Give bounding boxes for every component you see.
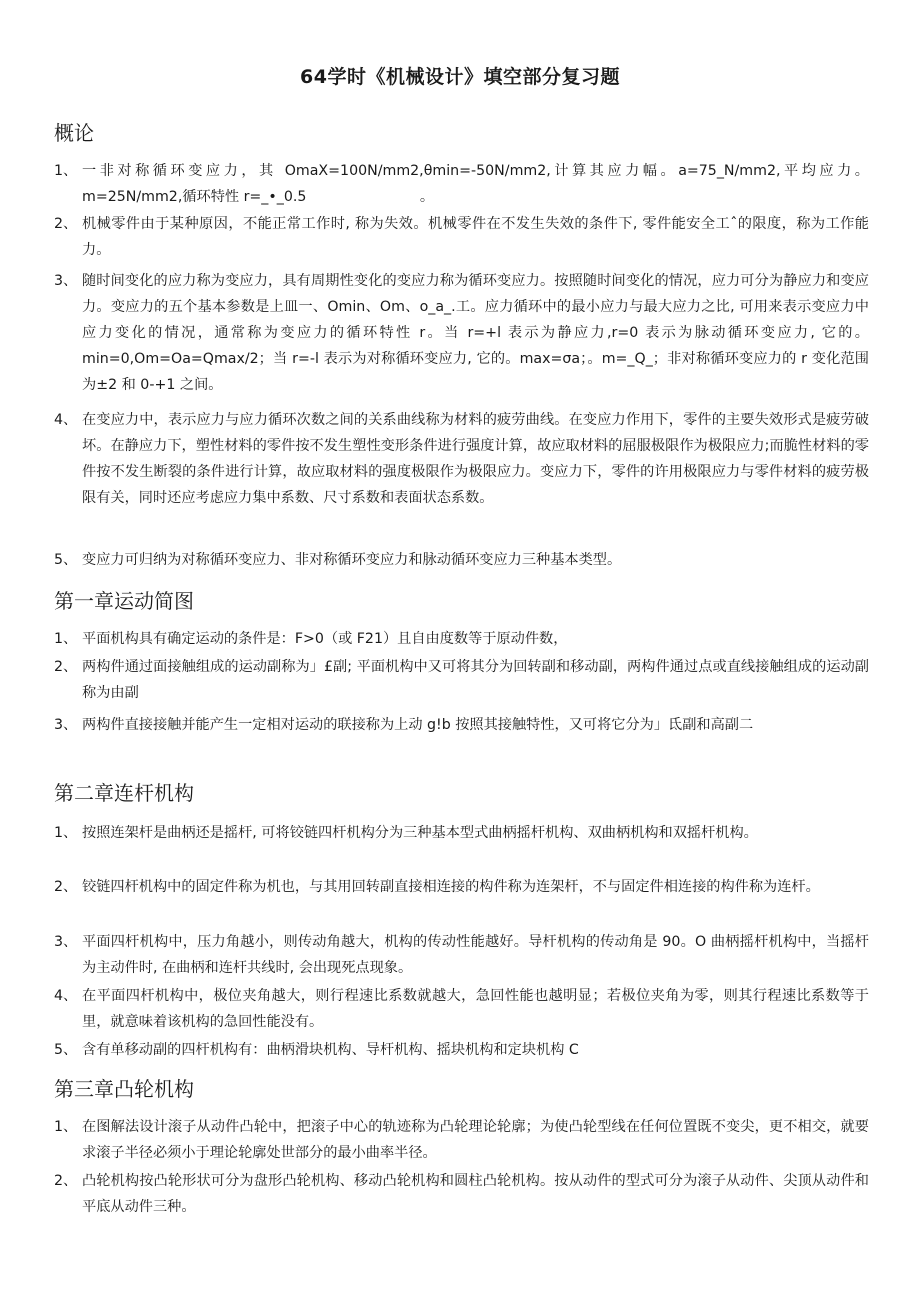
section-heading-overview: 概论 xyxy=(54,121,94,145)
item-text: 在变应力中，表示应力与应力循环次数之间的关系曲线称为材料的疲劳曲线。在变应力作用下，零件的主要失效形式是疲劳破坏。在静应力下，塑性材料的零件按不发生塑性变形条件进行强度计算，故应取材料的屈服极限作为极限应力;而脆性材料的零件按不发生断裂的条件进行计算，故应取材料的强度极限作为极限应力。变应力下，零件的许用极限应力与零件材料的疲劳极限有关，同时还应考虑应力集中系数、尺寸系数和表面状态系数。 xyxy=(82,412,869,506)
item-number: 1、 xyxy=(54,1119,78,1135)
item-number: 3、 xyxy=(54,717,78,733)
list-item xyxy=(54,1168,869,1220)
item-number: 1、 xyxy=(54,163,78,179)
list-item xyxy=(54,874,869,900)
item-text: 平面四杆机构中，压力角越小，则传动角越大，机构的传动性能越好。导杆机构的传动角是 90。O 曲柄摇杆机构中，当摇杆为主动件时, 在曲柄和连杆共线时, 会出现死点现象。 xyxy=(82,934,869,976)
item-text: 变应力可归纳为对称循环变应力、非对称循环变应力和脉动循环变应力三种基本类型。 xyxy=(82,552,622,568)
item-number: 5、 xyxy=(54,552,78,568)
item-number: 2、 xyxy=(54,1173,78,1189)
item-number: 3、 xyxy=(54,273,78,289)
list-item xyxy=(54,820,869,846)
item-text: 在图解法设计滚子从动件凸轮中，把滚子中心的轨迹称为凸轮理论轮廓；为使凸轮型线在任何位置既不变尖，更不相交，就要求滚子半径必须小于理论轮廓处世部分的最小曲率半径。 xyxy=(82,1119,869,1161)
list-item xyxy=(54,626,869,652)
item-number: 3、 xyxy=(54,934,78,950)
item-number: 5、 xyxy=(54,1042,78,1058)
page-title: 64学时《机械设计》填空部分复习题 xyxy=(300,66,620,88)
item-number: 2、 xyxy=(54,659,78,675)
list-item xyxy=(54,547,869,573)
section-heading-chapter-1: 第一章运动简图 xyxy=(54,589,194,613)
list-item xyxy=(54,268,869,398)
item-number: 4、 xyxy=(54,412,78,428)
item-text: 平面机构具有确定运动的条件是：F>0（或 F21）且自由度数等于原动件数， xyxy=(82,631,568,647)
item-number: 1、 xyxy=(54,825,78,841)
item-text: 一非对称循环变应力，其 OmaX=100N∕mm2,θmin=-50N∕mm2,计算其应力幅。a=75_N∕mm2,平均应力。m=25N∕mm2,循环特性 r=_•_0.5 。 xyxy=(82,163,869,205)
item-number: 4、 xyxy=(54,988,78,1004)
item-number: 2、 xyxy=(54,879,78,895)
list-item xyxy=(54,407,869,511)
item-number: 2、 xyxy=(54,216,78,232)
item-text: 在平面四杆机构中，极位夹角越大，则行程速比系数就越大，急回性能也越明显；若极位夹角为零，则其行程速比系数等于里，就意味着该机构的急回性能没有。 xyxy=(82,988,869,1030)
list-item xyxy=(54,158,869,210)
list-item xyxy=(54,929,869,981)
item-text: 凸轮机构按凸轮形状可分为盘形凸轮机构、移动凸轮机构和圆柱凸轮机构。按从动件的型式可分为滚子从动件、尖顶从动件和平底从动件三种。 xyxy=(82,1173,869,1215)
item-text: 机械零件由于某种原因，不能正常工作时, 称为失效。机械零件在不发生失效的条件下, 零件能安全工ˆ的限度，称为工作能力。 xyxy=(82,216,869,258)
item-text: 随时间变化的应力称为变应力，具有周期性变化的变应力称为循环变应力。按照随时间变化的情况，应力可分为静应力和变应力。变应力的五个基本参数是上皿一、Omin、Om、o_a_.工。应力循环中的最小应力与最大应力之比, 可用来表示变应力中应力变化的情况，通常称为变应力的循环特性 r。当 r=+l 表示为静应力,r=0 表示为脉动循环变应力, 它的。min=0,Om=Oa=Qmax/2；当 r=-l 表示为对称循环变应力, 它的。max=σa；。m=_Q_；非对称循环变应力的 r 变化范围为±2 和 0-+1 之间。 xyxy=(82,273,869,393)
list-item xyxy=(54,1037,869,1063)
list-item xyxy=(54,654,869,706)
item-number: 1、 xyxy=(54,631,78,647)
item-text: 含有单移动副的四杆机构有：曲柄滑块机构、导杆机构、摇块机构和定块机构 C xyxy=(82,1042,579,1058)
list-item xyxy=(54,211,869,263)
item-text: 两构件通过面接触组成的运动副称为」£副; 平面机构中又可将其分为回转副和移动副，两构件通过点或直线接触组成的运动副称为由副 xyxy=(82,659,869,701)
list-item xyxy=(54,983,869,1035)
item-text: 两构件直接接触并能产生一定相对运动的联接称为上动 g!b 按照其接触特性，又可将它分为」氐副和高副二 xyxy=(82,717,754,733)
list-item xyxy=(54,712,869,738)
section-heading-chapter-2: 第二章连杆机构 xyxy=(54,781,194,805)
item-text: 铰链四杆机构中的固定件称为机也，与其用回转副直接相连接的构件称为连架杆，不与固定件相连接的构件称为连杆。 xyxy=(82,879,820,895)
section-heading-chapter-3: 第三章凸轮机构 xyxy=(54,1077,194,1101)
item-text: 按照连架杆是曲柄还是摇杆, 可将铰链四杆机构分为三种基本型式曲柄摇杆机构、双曲柄机构和双摇杆机构。 xyxy=(82,825,758,841)
list-item xyxy=(54,1114,869,1166)
